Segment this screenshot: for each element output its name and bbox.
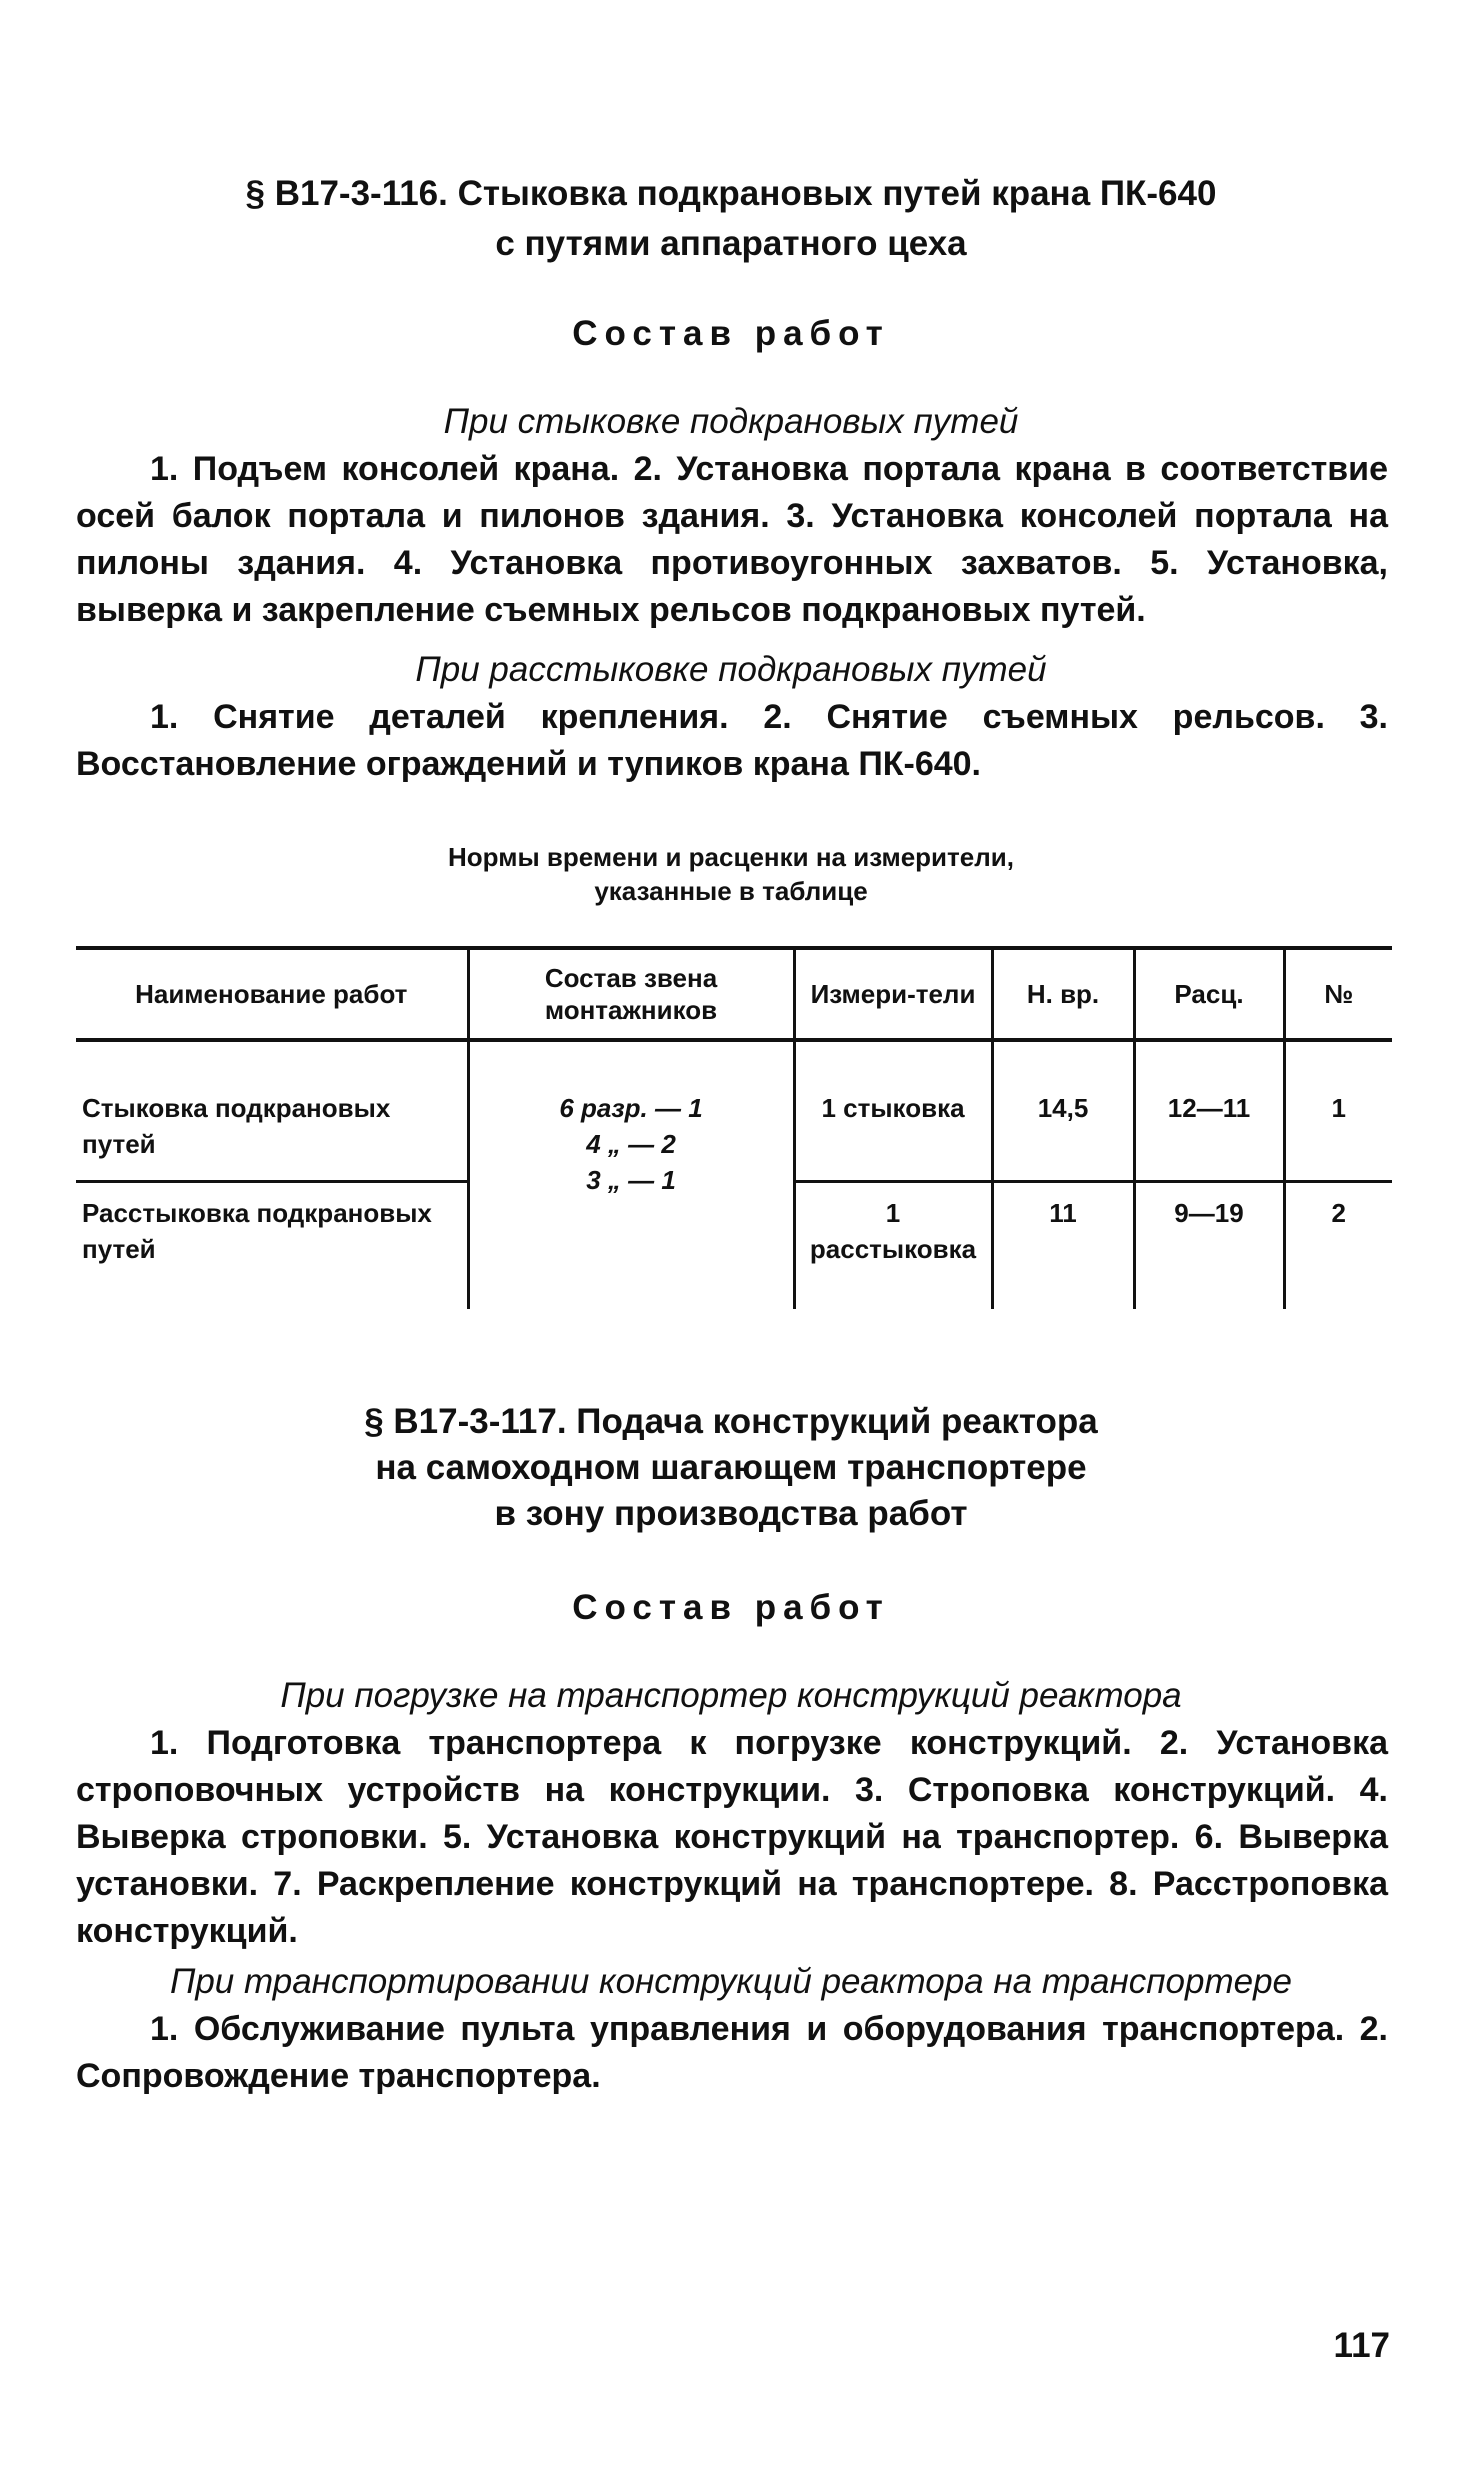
table-row [76, 1040, 1392, 1182]
section1-paragraph-2: 1. Снятие деталей крепления. 2. Снятие съемных рельсов. 3. Восстановление ограждений и тупиков крана ПК-640. [76, 698, 1388, 783]
section1-subheading-2: При расстыковке подкрановых путей [415, 650, 1047, 689]
section1-title-line2: с путями аппаратного цеха [495, 224, 967, 263]
table-caption-line1: Нормы времени и расценки на измерители, [448, 842, 1014, 872]
header-unit: Измери-тели [794, 948, 992, 1040]
cell-name: Расстыковка подкрановых путей [76, 1182, 468, 1310]
cell-norm: 14,5 [992, 1040, 1134, 1182]
crew-line: 6 разр. — 1 [559, 1093, 703, 1123]
section2-title-line3: в зону производства работ [494, 1494, 968, 1533]
section2-paragraph-1: 1. Подготовка транспортера к погрузке конструкций. 2. Установка строповочных устройств на конструкции. 3. Строповка конструкций. 4. Выверка строповки. 5. Установка конструкций на транспортер. 6. Выверка установки. 7. Раскрепление конструкций на транспортере. 8. Расстроповка конструкций. [76, 1724, 1388, 1950]
cell-unit: 1 расстыковка [794, 1182, 992, 1310]
cell-rate: 9—19 [1134, 1182, 1284, 1310]
norms-table [76, 946, 1392, 1309]
section2-title-line1: § В17-3-117. Подача конструкций реактора [364, 1402, 1098, 1441]
section1-title-line1: § В17-3-116. Стыковка подкрановых путей крана ПК-640 [245, 174, 1217, 213]
section2-subheading-1: При погрузке на транспортер конструкций реактора [280, 1676, 1182, 1715]
table-caption-line2: указанные в таблице [594, 876, 868, 906]
header-no: № [1284, 948, 1392, 1040]
cell-crew [468, 1040, 794, 1309]
crew-line: 3 „ — 1 [586, 1165, 676, 1195]
header-name: Наименование работ [135, 979, 408, 1009]
section2-paragraph-2: 1. Обслуживание пульта управления и оборудования транспортера. 2. Сопровождение транспортера. [76, 2010, 1388, 2095]
cell-no: 2 [1284, 1182, 1392, 1310]
header-crew: Состав звена монтажников [468, 948, 794, 1040]
section2-composition-heading: Состав работ [572, 1588, 890, 1627]
cell-no: 1 [1284, 1040, 1392, 1182]
page-number: 117 [1333, 2326, 1390, 2365]
section2-subheading-2: При транспортировании конструкций реактора на транспортере [169, 1962, 1293, 2001]
header-rate: Расц. [1134, 948, 1284, 1040]
section2-title-line2: на самоходном шагающем транспортере [375, 1448, 1087, 1487]
cell-unit: 1 стыковка [794, 1040, 992, 1182]
section1-paragraph-1: 1. Подъем консолей крана. 2. Установка портала крана в соответствие осей балок портала и пилонов здания. 3. Установка консолей портала на пилоны здания. 4. Установка противоугонных захватов. 5. Установка, выверка и закрепление съемных рельсов подкрановых путей. [76, 450, 1388, 629]
crew-line: 4 „ — 2 [586, 1129, 676, 1159]
cell-rate: 12—11 [1134, 1040, 1284, 1182]
section1-composition-heading: Состав работ [572, 314, 890, 353]
cell-name: Стыковка подкрановых путей [82, 1093, 391, 1159]
section1-subheading-1: При стыковке подкрановых путей [443, 402, 1019, 441]
cell-norm: 11 [992, 1182, 1134, 1310]
table-header-row [76, 948, 1392, 1040]
header-norm: Н. вр. [992, 948, 1134, 1040]
